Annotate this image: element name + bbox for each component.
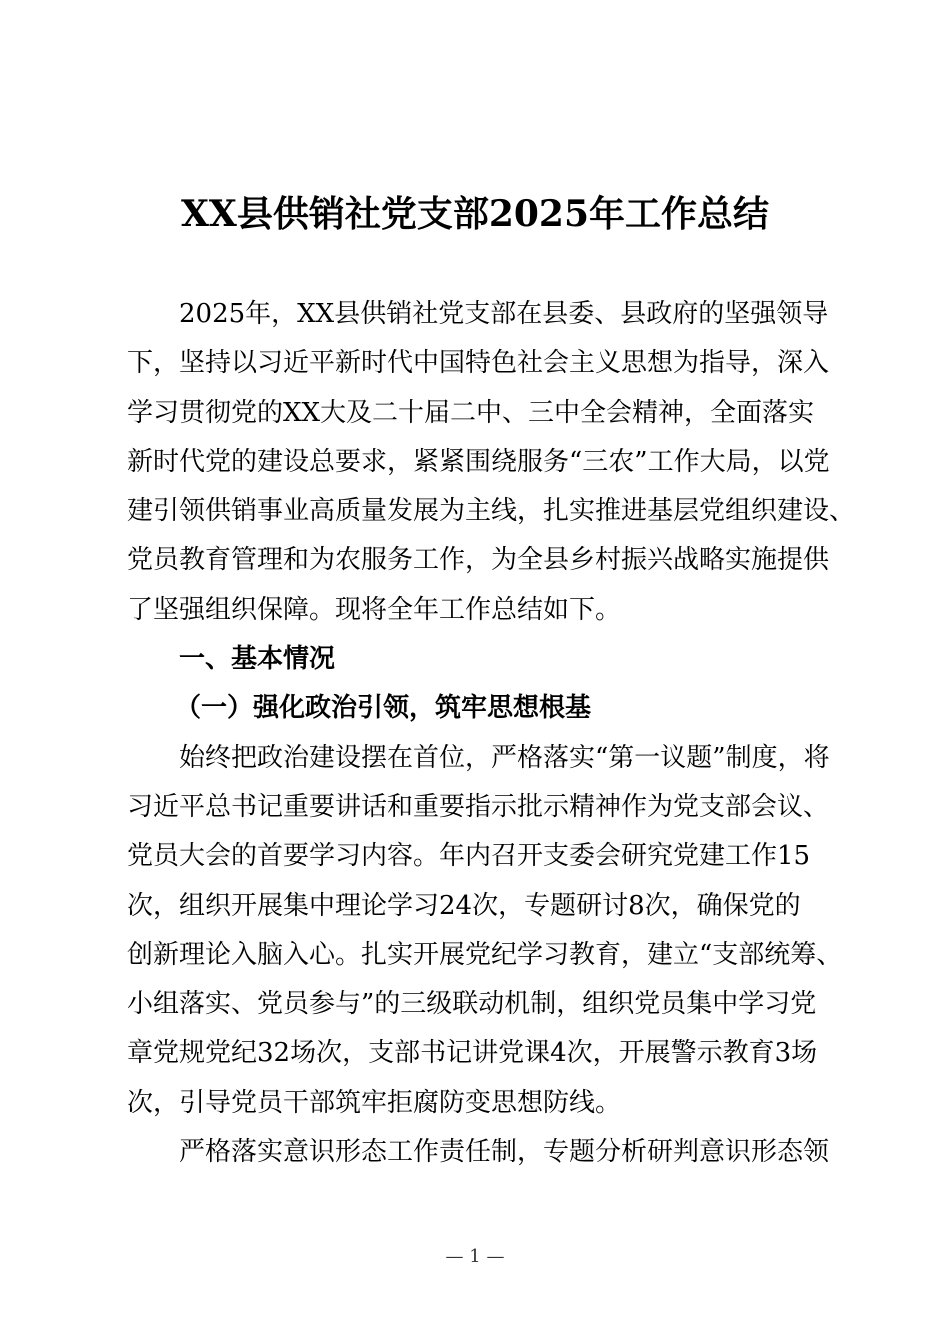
paragraph-line: 新时代党的建设总要求，紧紧围绕服务“三农”工作大局，以党 xyxy=(127,446,830,477)
page-number: — 1 — xyxy=(445,1246,505,1267)
paragraph-line: 党员教育管理和为农服务工作，为全县乡村振兴战略实施提供 xyxy=(127,545,830,576)
paragraph-line: 下，坚持以习近平新时代中国特色社会主义思想为指导，深入 xyxy=(127,348,830,379)
paragraph-line: 学习贯彻党的XX大及二十届二中、三中全会精神，全面落实 xyxy=(127,397,815,428)
document-title: XX县供销社党支部2025年工作总结 xyxy=(180,193,770,235)
paragraph-line: 次，引导党员干部筑牢拒腐防变思想防线。 xyxy=(127,1087,622,1118)
paragraph-line: 章党规党纪32场次，支部书记讲党课4次，开展警示教育3场 xyxy=(127,1038,818,1069)
paragraph-line: 2025年，XX县供销社党支部在县委、县政府的坚强领导 xyxy=(179,299,829,329)
paragraph-line: 了坚强组织保障。现将全年工作总结如下。 xyxy=(127,594,622,625)
paragraph-line: 小组落实、党员参与”的三级联动机制，组织党员集中学习党 xyxy=(127,989,817,1020)
section-heading: 一、基本情况 xyxy=(179,644,336,675)
paragraph-line: 严格落实意识形态工作责任制，专题分析研判意识形态领 xyxy=(179,1137,830,1168)
paragraph-line: 党员大会的首要学习内容。年内召开支委会研究党建工作15 xyxy=(127,841,811,872)
paragraph-line: 次，组织开展集中理论学习24次，专题研讨8次，确保党的 xyxy=(127,890,801,921)
document-body xyxy=(127,290,856,1177)
paragraph-line: 创新理论入脑入心。扎实开展党纪学习教育，建立“支部统筹、 xyxy=(127,939,843,970)
paragraph-line: 建引领供销事业高质量发展为主线，扎实推进基层党组织建设、 xyxy=(127,496,856,527)
subsection-heading: （一）强化政治引领，筑牢思想根基 xyxy=(175,693,592,724)
paragraph-line: 始终把政治建设摆在首位，严格落实“第一议题”制度，将 xyxy=(179,742,830,773)
paragraph-line: 习近平总书记重要讲话和重要指示批示精神作为党支部会议、 xyxy=(127,791,830,822)
